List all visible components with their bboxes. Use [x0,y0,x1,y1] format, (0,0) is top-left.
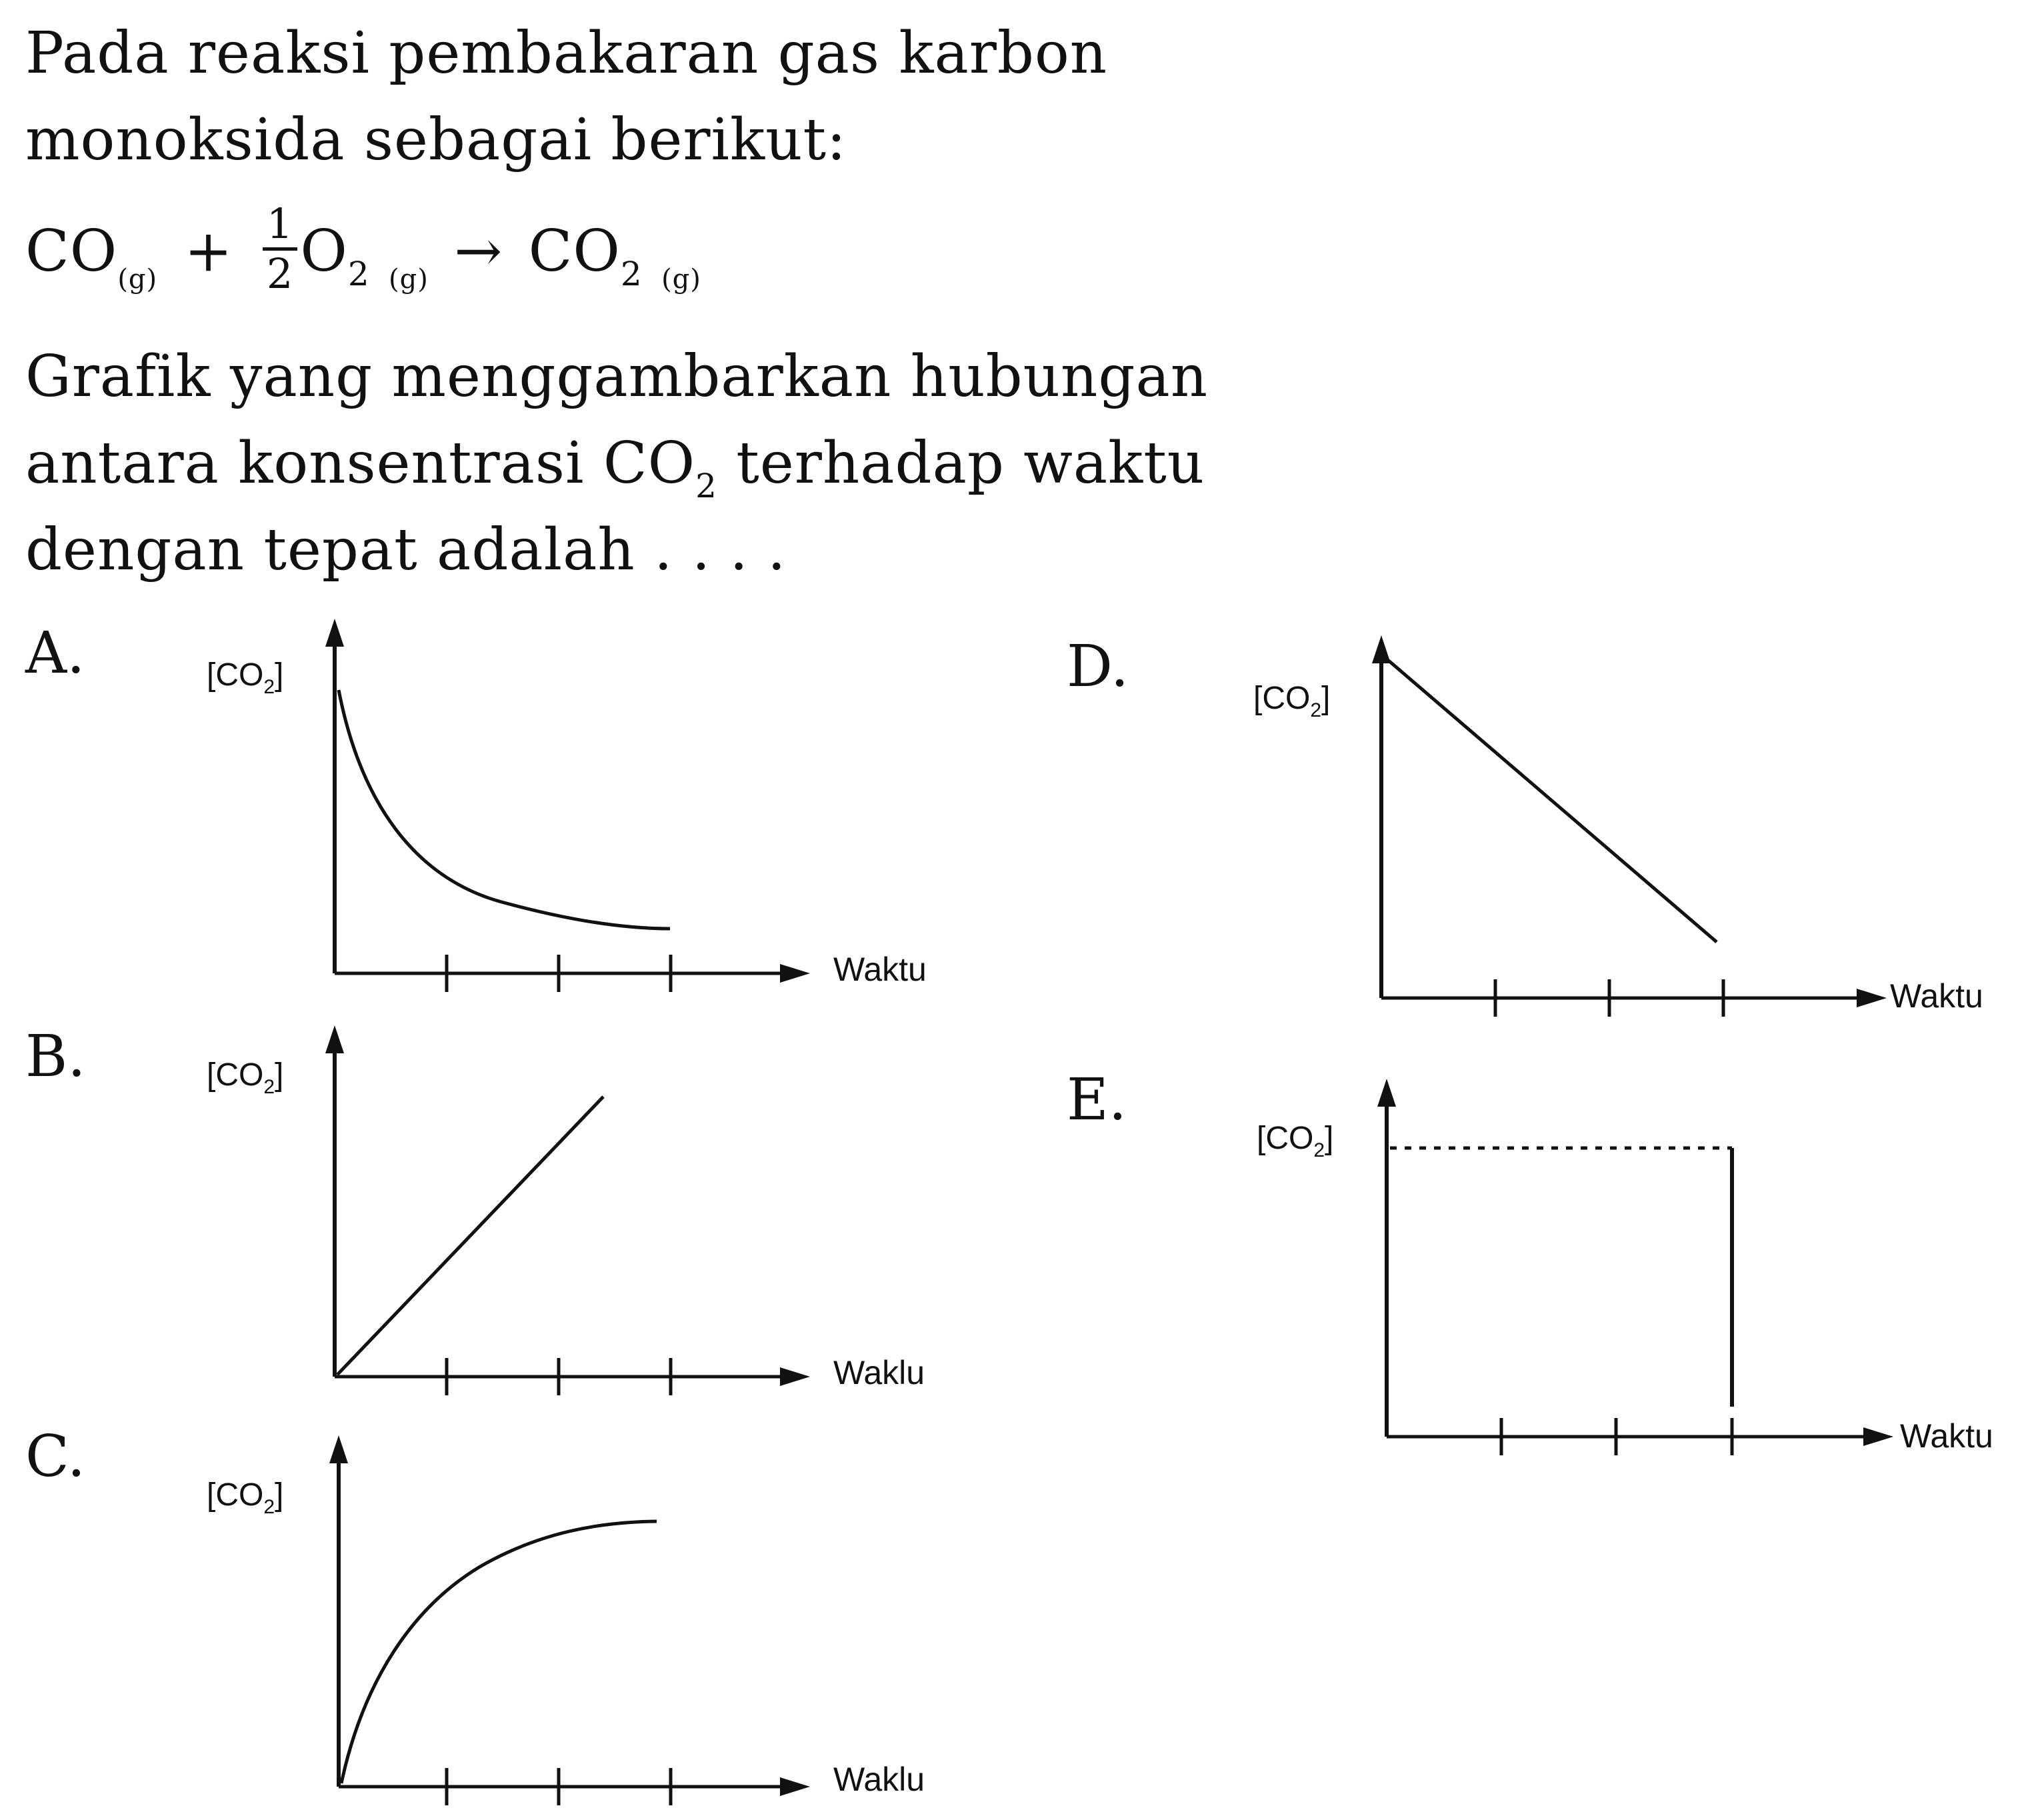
graph-a-x-arrow [780,964,810,983]
eq-co-state: (g) [117,264,158,295]
eq-arrow: → [454,218,503,285]
option-a-xlabel: Waktu [833,951,927,988]
option-a-ylabel: $[CO_2]$ [207,657,284,698]
eq-co2: CO [528,218,621,285]
option-b-xlabel: Waklu [833,1354,925,1391]
graph-b-x-arrow [780,1367,810,1386]
graph-e-y-arrow [1377,1079,1396,1107]
option-c-letter[interactable]: C. [25,1423,86,1490]
question-line-3: Grafik yang menggambarkan hubungan [25,343,1209,410]
graph-d-line [1384,657,1717,942]
graph-c-curve [341,1521,657,1783]
graph-b-y-arrow [325,1025,344,1053]
graph-b [325,1025,810,1395]
option-e-xlabel: Waktu [1900,1417,1993,1455]
eq-co: CO [25,218,118,285]
option-c-xlabel: Waklu [833,1761,925,1798]
option-b-letter[interactable]: B. [25,1023,86,1090]
option-e-letter[interactable]: E. [1067,1067,1127,1133]
eq-co2-sub: 2 [620,255,643,293]
graph-c-x-arrow [780,1777,810,1796]
eq-o: O [300,218,348,285]
option-d-letter[interactable]: D. [1067,633,1129,700]
graph-e [1377,1079,1893,1455]
graph-a-curve [339,690,670,929]
eq-co2-state: (g) [661,264,701,295]
option-e-ylabel: $[CO_2]$ [1257,1121,1334,1161]
graph-a [325,619,810,992]
graph-b-line [337,1097,603,1375]
graph-e-x-arrow [1863,1427,1893,1446]
graph-c [329,1435,810,1805]
graph-d [1372,635,1887,1017]
option-d-xlabel: Waktu [1890,977,1983,1015]
option-c-ylabel: $[CO_2]$ [207,1477,284,1518]
question-line-1: Pada reaksi pembakaran gas karbon [25,20,1108,87]
eq-plus: + [184,218,233,285]
question-line-5: dengan tepat adalah . . . . [25,517,787,583]
question-line-2: monoksida sebagai berikut: [25,107,847,173]
graph-d-x-arrow [1857,989,1887,1007]
option-b-ylabel: $[CO_2]$ [207,1057,284,1098]
graph-c-y-arrow [329,1435,348,1463]
option-d-ylabel: $[CO_2]$ [1253,681,1331,721]
eq-o-state: (g) [389,264,429,295]
eq-o-sub: 2 [347,255,370,293]
eq-fraction: $\frac{1}{2}$ [263,203,297,295]
question-line-4: antara konsentrasi $CO_2$ terhadap waktu [25,430,1205,505]
option-a-letter[interactable]: A. [25,620,85,687]
graph-a-y-arrow [325,619,344,647]
